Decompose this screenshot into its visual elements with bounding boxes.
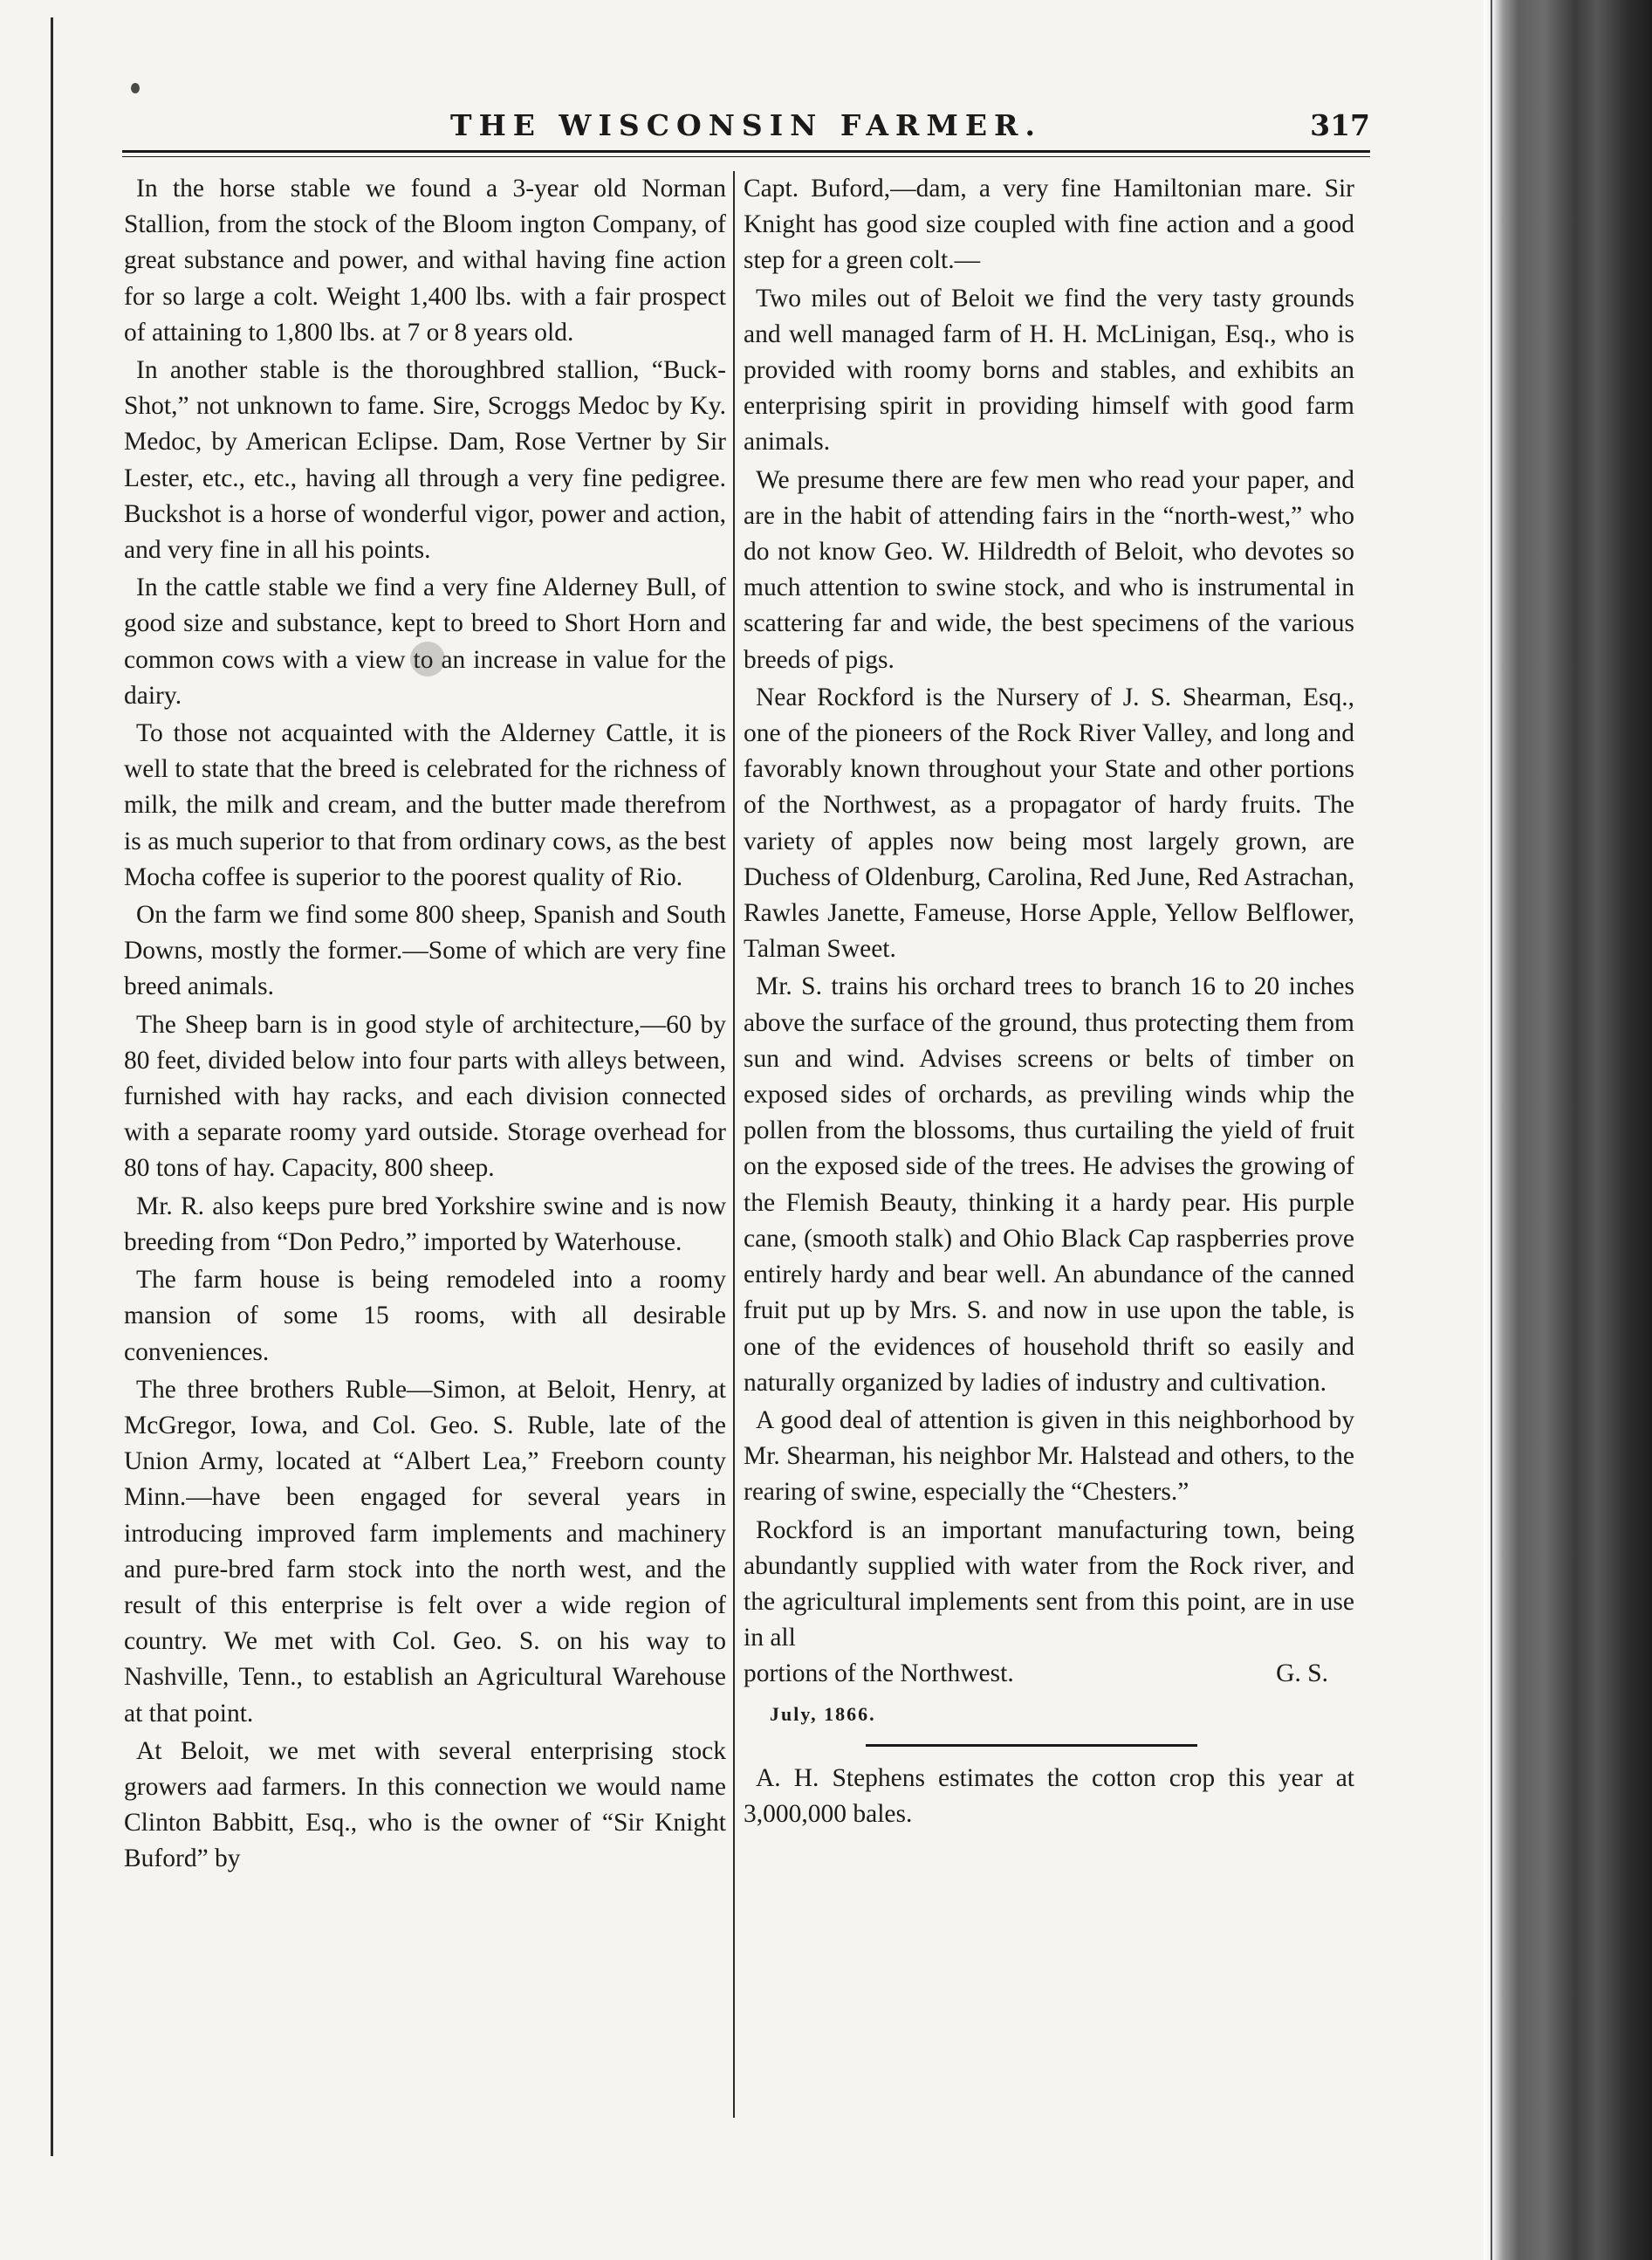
paragraph-norman-stallion: In the horse stable we found a 3-year old Norman Stallion, from the stock of the Bloom ington Company, of great substance and power, and withal having fine action for so large a colt. Weight 1,400 lbs. with a fair prospect of attaining to 1,800 lbs. at 7 or 8 years old. <box>124 175 726 347</box>
page-header <box>122 105 1370 148</box>
page-edge-rule <box>51 17 53 2156</box>
author-signature: G. S. <box>1276 1659 1328 1688</box>
paragraph-beloit-growers: At Beloit, we met with several enterprising stock growers aad farmers. In this connection we would name Clinton Babbitt, Esq., who is the owner of “Sir Knight Buford” by <box>124 1736 726 1873</box>
paragraph-buck-shot: In another stable is the thoroughbred stallion, “Buck-Shot,” not unknown to fame. Sire, Scroggs Medoc by Ky. Medoc, by American Eclipse. Dam, Rose Vertner by Sir Lester, etc., etc., having all through a very fine pedigree. Buckshot is a horse of wonderful vigor, power and action, and very fine in all his points. <box>124 356 726 565</box>
paragraph-alderney-bull: In the cattle stable we find a very fine Alderney Bull, of good size and substance, kept to breed to Short Horn and common cows with a view to an increase in value for the dairy. <box>124 574 726 710</box>
book-spine <box>1484 0 1652 2260</box>
paragraph-sheep-barn: The Sheep barn is in good style of architecture,—60 by 80 feet, divided below into four parts with alleys between, furnished with hay racks, and each division connected with a separate roomy yard outside. Storage overhead for 80 tons of hay. Capacity, 800 sheep. <box>124 1010 726 1183</box>
paragraph-sheep: On the farm we find some 800 sheep, Spanish and South Downs, mostly the former.—Some of which are very fine breed animals. <box>124 901 726 1001</box>
paragraph-continued-buford: Capt. Buford,—dam, a very fine Hamiltonian mare. Sir Knight has good size coupled with fine action and a good step for a green colt.— <box>744 175 1354 275</box>
paragraph-yorkshire-swine: Mr. R. also keeps pure bred Yorkshire swine and is now breeding from “Don Pedro,” imported by Waterhouse. <box>124 1192 726 1256</box>
ink-smudge <box>410 642 445 677</box>
rockford-text: Rockford is an important manufacturing town, being abundantly supplied with water from the Rock river, and the agricultural implements sent from this point, are in use in all <box>744 1515 1354 1652</box>
header-rule-thin <box>122 156 1370 157</box>
paragraph-alderney-cattle: To those not acquainted with the Alderney Cattle, it is well to state that the breed is celebrated for the richness of milk, the milk and cream, and the butter made therefrom is as much superior to that from ordinary cows, as the best Mocha coffee is superior to the poorest quality of Rio. <box>124 719 726 891</box>
page-number: 317 <box>1310 108 1370 142</box>
paragraph-orchard-trees: Mr. S. trains his orchard trees to branch 16 to 20 inches above the surface of the ground, thus protecting them from sun and wind. Advises screens or belts of timber on exposed sides of orchards, as previling winds whip the pollen from the blossoms, thus curtailing the yield of fruit on the exposed side of the trees. He advises the growing of the Flemish Beauty, thinking it a hardy pear. His purple cane, (smooth stalk) and Ohio Black Cap raspberries prove entirely hardy and bear well. An abundance of the canned fruit put up by Mrs. S. and now in use upon the table, is one of the evidences of household thrift so easily and naturally organized by ladies of industry and cultivation. <box>744 972 1354 1397</box>
paragraph-rockford <box>744 1513 1354 1657</box>
ink-speck <box>131 83 140 93</box>
paragraph-swine-chesters: A good deal of attention is given in this neighborhood by Mr. Shearman, his neighbor Mr. Halstead and others, to the rearing of swine, especially the “Chesters.” <box>744 1405 1354 1507</box>
paragraph-shearman-nursery: Near Rockford is the Nursery of J. S. Shearman, Esq., one of the pioneers of the Rock River Valley, and long and favorably known throughout your State and other portions of the Northwest, as a propagator of hardy fruits. The variety of apples now being most largely grown, are Duchess of Oldenburg, Carolina, Red June, Red Astrachan, Rawles Janette, Fameuse, Horse Apple, Yellow Belflower, Talman Sweet. <box>744 683 1354 964</box>
paragraph-hildredth: We presume there are few men who read your paper, and are in the habit of attending fairs in the “north-west,” who do not know Geo. W. Hildredth of Beloit, who devotes so much attention to swine stock, and who is instrumental in scattering far and wide, the best specimens of the various breeds of pigs. <box>744 465 1354 674</box>
paragraph-cotton-crop: A. H. Stephens estimates the cotton crop this year at 3,000,000 bales. <box>744 1763 1354 1828</box>
paragraph-farm-house: The farm house is being remodeled into a roomy mansion of some 15 rooms, with all desirable conveniences. <box>124 1266 726 1366</box>
dateline: July, 1866. <box>770 1702 876 1725</box>
signature-line <box>744 1656 1354 1692</box>
column-divider <box>733 171 735 2118</box>
header-rule <box>122 150 1370 153</box>
section-separator <box>866 1744 1197 1747</box>
rockford-last-line: portions of the Northwest. <box>744 1659 1014 1688</box>
spine-edge-line <box>1491 0 1492 2260</box>
left-column <box>124 171 726 1879</box>
paragraph-mclinigan-farm: Two miles out of Beloit we find the very tasty grounds and well managed farm of H. H. McLinigan, Esq., who is provided with roomy borns and stables, and exhibits an enterprising spirit in providing himself with good farm animals. <box>744 284 1354 457</box>
paragraph-ruble-brothers: The three brothers Ruble—Simon, at Beloit, Henry, at McGregor, Iowa, and Col. Geo. S. Ruble, late of the Union Army, located at “Albert Lea,” Freeborn county Minn.—have been engaged for several years in introducing improved farm implements and machinery and pure-bred farm stock into the north west, and the result of this enterprise is felt over a wide region of country. We met with Col. Geo. S. on his way to Nashville, Tenn., to establish an Agricultural Warehouse at that point. <box>124 1375 726 1728</box>
right-column <box>744 171 1354 1834</box>
running-title: THE WISCONSIN FARMER. <box>450 108 1042 142</box>
